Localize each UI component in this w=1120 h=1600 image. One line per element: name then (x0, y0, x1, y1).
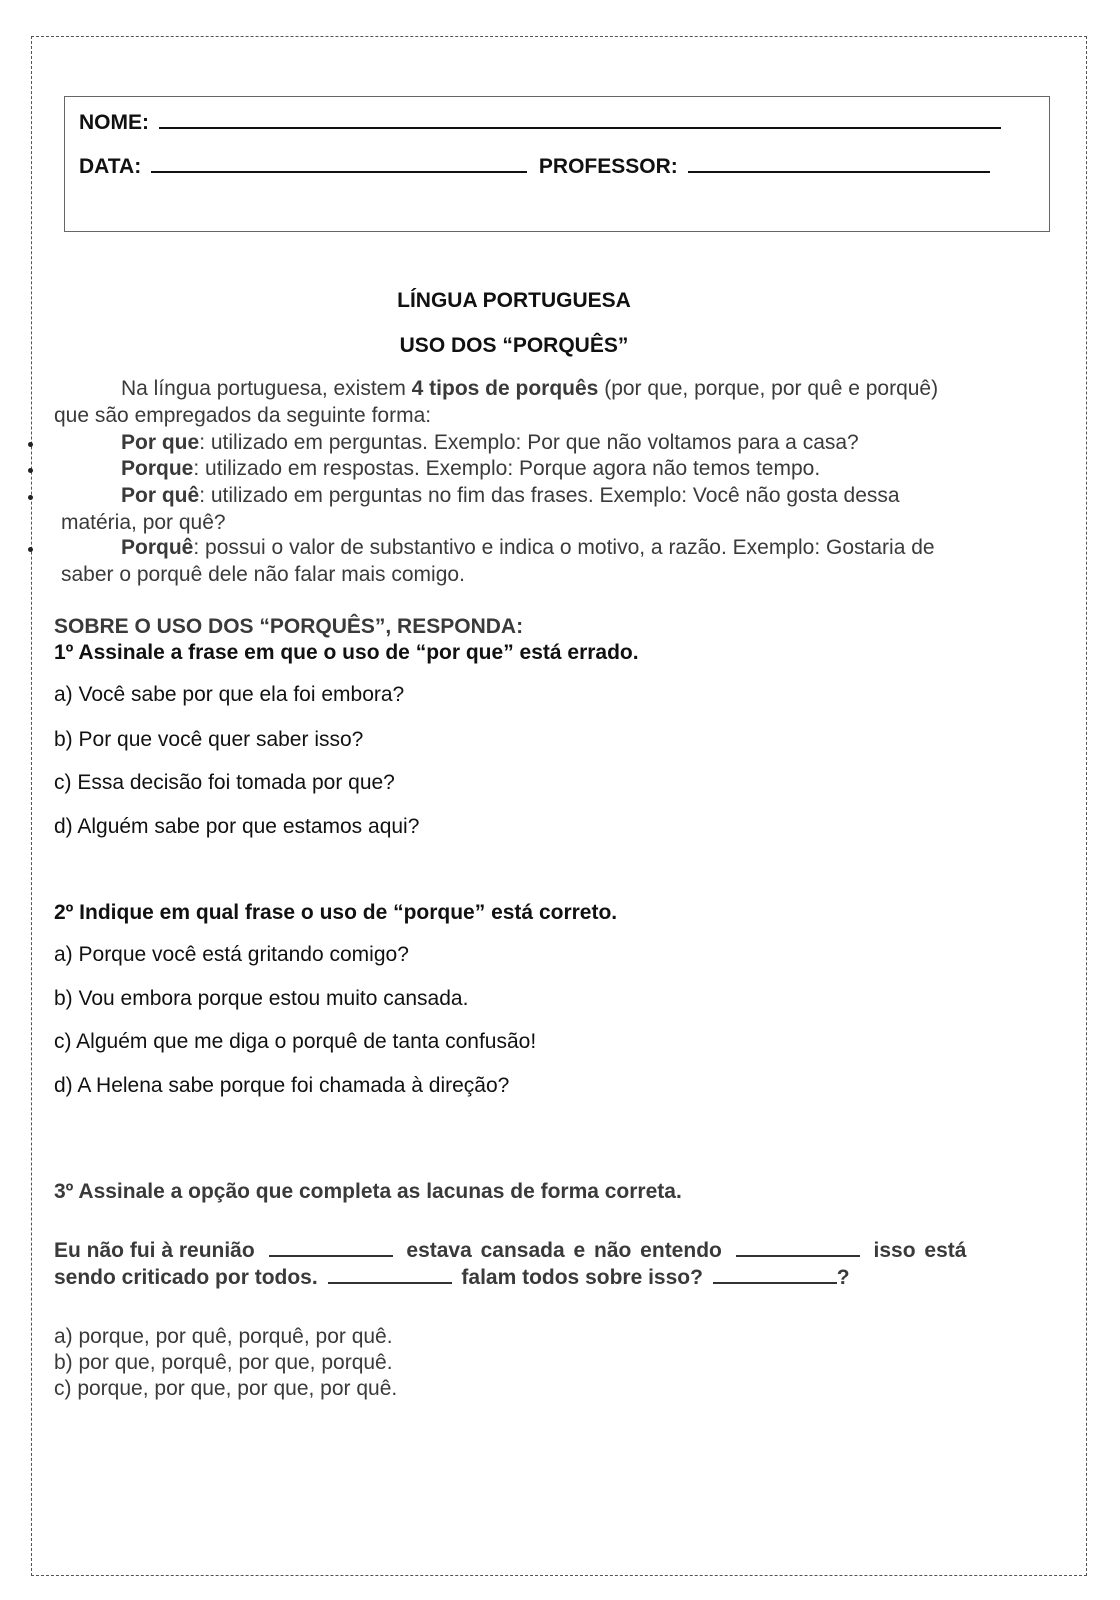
bullet-1 (28, 442, 33, 447)
question-2: 2º Indique em qual frase o uso de “porque” está correto. (54, 901, 618, 924)
date-field[interactable] (151, 150, 527, 173)
bullet-4 (28, 547, 33, 552)
intro-bold: 4 tipos de porquês (411, 377, 599, 400)
q3-sentence-line-2: sendo criticado por todos. falam todos sobre isso? ? (54, 1266, 850, 1289)
q1-option-c[interactable]: c) Essa decisão foi tomada por que? (54, 771, 395, 794)
q3-option-c[interactable]: c) porque, por que, por que, por quê. (54, 1377, 398, 1400)
gap-1[interactable] (269, 1255, 393, 1257)
name-field[interactable] (159, 106, 1001, 129)
q2-option-c[interactable]: c) Alguém que me diga o porquê de tanta confusão! (54, 1030, 537, 1053)
q1-option-a[interactable]: a) Você sabe por que ela foi embora? (54, 683, 405, 706)
q2-option-a[interactable]: a) Porque você está gritando comigo? (54, 943, 409, 966)
q1-option-d[interactable]: d) Alguém sabe por que estamos aqui? (54, 815, 420, 838)
topic-title: USO DOS “PORQUÊS” (399, 334, 629, 357)
date-teacher-row (79, 150, 990, 179)
q3-option-a[interactable]: a) porque, por quê, porquê, por quê. (54, 1325, 393, 1348)
date-label: DATA: (79, 155, 142, 178)
teacher-label: PROFESSOR: (538, 155, 678, 178)
q3-option-b[interactable]: b) por que, porquê, por que, porquê. (54, 1351, 393, 1374)
rule-por-que-acento: Por quê: utilizado em perguntas no fim das frases. Exemplo: Você não gosta dessa (121, 484, 900, 507)
q3-sentence-line-1: Eu não fui à reunião estava cansada e não entendo isso está (54, 1239, 967, 1262)
section-heading: SOBRE O USO DOS “PORQUÊS”, RESPONDA: (54, 615, 524, 638)
rule-porque: Porque: utilizado em respostas. Exemplo: Porque agora não temos tempo. (121, 457, 821, 480)
teacher-field[interactable] (688, 150, 990, 173)
question-3: 3º Assinale a opção que completa as lacunas de forma correta. (54, 1180, 682, 1203)
q1-option-b[interactable]: b) Por que você quer saber isso? (54, 728, 364, 751)
intro-line-2: que são empregados da seguinte forma: (54, 404, 432, 427)
rule-por-que-acento-cont: matéria, por quê? (61, 511, 226, 534)
bullet-3 (28, 495, 33, 500)
gap-4[interactable] (713, 1282, 837, 1284)
gap-3[interactable] (328, 1282, 452, 1284)
question-1: 1º Assinale a frase em que o uso de “por que” está errado. (54, 641, 639, 664)
rule-porque-substantivo: Porquê: possui o valor de substantivo e indica o motivo, a razão. Exemplo: Gostaria de (121, 536, 935, 559)
name-label: NOME: (79, 111, 149, 134)
q2-option-d[interactable]: d) A Helena sabe porque foi chamada à direção? (54, 1074, 510, 1097)
name-row (79, 106, 1001, 135)
rule-por-que: Por que: utilizado em perguntas. Exemplo: Por que não voltamos para a casa? (121, 431, 859, 454)
rule-porque-substantivo-cont: saber o porquê dele não falar mais comigo. (61, 563, 465, 586)
bullet-2 (28, 468, 33, 473)
subject-title: LÍNGUA PORTUGUESA (397, 289, 631, 312)
intro-line-1: Na língua portuguesa, existem 4 tipos de porquês (por que, porque, por quê e porquê) (121, 377, 939, 400)
q2-option-b[interactable]: b) Vou embora porque estou muito cansada. (54, 987, 469, 1010)
gap-2[interactable] (736, 1255, 860, 1257)
